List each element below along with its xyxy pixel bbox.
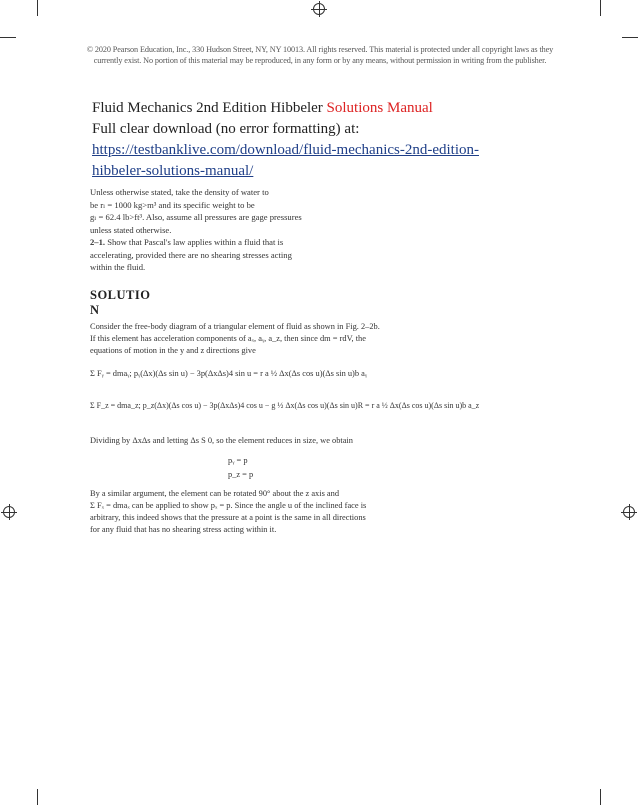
crop-mark-bottom-right xyxy=(600,789,601,805)
copyright-line-1: © 2020 Pearson Education, Inc., 330 Hudson Street, NY, NY 10013. All rights reserved. This material is protected under all copyright laws as they xyxy=(86,45,554,54)
problem-line: accelerating, provided there are no shearing stresses acting xyxy=(90,249,292,260)
problem-line: within the fluid. xyxy=(90,262,146,272)
download-link-part-1[interactable]: https://testbanklive.com/download/fluid-mechanics-2nd-edition- xyxy=(92,142,479,158)
crop-mark-top-left xyxy=(37,0,38,16)
copyright-line-2: currently exist. No portion of this material may be reproduced, in any form or by any means, without permission in writing from the publisher. xyxy=(93,56,547,65)
problem-number: 2–1. xyxy=(90,237,106,247)
solution-line: for any fluid that has no shearing stress acting within it. xyxy=(90,525,277,534)
registration-mark-left-icon xyxy=(3,506,15,518)
registration-mark-top-icon xyxy=(313,3,325,15)
solution-line: equations of motion in the y and z directions give xyxy=(90,346,256,355)
intro-paragraph xyxy=(90,186,306,236)
registration-mark-right-icon xyxy=(623,506,635,518)
intro-line: Unless otherwise stated, take the density of water to xyxy=(90,187,269,197)
download-link-part-2[interactable]: hibbeler-solutions-manual/ xyxy=(92,163,254,179)
solution-paragraph-2: Dividing by ΔxΔs and letting Δs S 0, so the element reduces in size, we obtain xyxy=(90,436,353,445)
crop-mark-left xyxy=(0,37,16,38)
copyright-notice xyxy=(60,44,580,66)
title-text: Fluid Mechanics 2nd Edition Hibbeler xyxy=(92,100,327,116)
solution-line: By a similar argument, the element can be rotated 90° about the z axis and xyxy=(90,489,340,498)
document-title xyxy=(92,98,552,119)
problem-line-1: 2–1. Show that Pascal's law applies within a fluid that is xyxy=(90,237,284,247)
intro-line: be rₗ = 1000 kg>m³ and its specific weight to be xyxy=(90,199,255,210)
crop-mark-bottom-left xyxy=(37,789,38,805)
download-note: Full clear download (no error formatting) at: xyxy=(92,121,360,137)
intro-line: unless stated otherwise. xyxy=(90,224,172,235)
solution-line: If this element has acceleration components of aₓ, aᵧ, a_z, then since dm = rdV, the xyxy=(90,334,366,343)
solution-line: Consider the free-body diagram of a triangular element of fluid as shown in Fig. 2–2b. xyxy=(90,322,380,331)
result-py: pᵧ = p xyxy=(228,456,248,465)
solution-paragraph-1 xyxy=(90,321,560,357)
problem-statement xyxy=(90,236,306,274)
solution-heading: SOLUTIO N xyxy=(90,288,151,317)
intro-line: gₗ = 62.4 lb>ft³. Also, assume all pressures are gage pressures xyxy=(90,212,302,222)
equation-z: Σ F_z = dma_z; p_z(Δx)(Δs cos u) − 3p(ΔxΔs)4 cos u − g ½ Δx(Δs cos u)(Δs sin u)R = r a ½ Δx(Δs cos u)(Δs sin u)b a_z xyxy=(90,401,480,410)
result-pz: p_z = p xyxy=(228,470,254,479)
crop-mark-right xyxy=(622,37,638,38)
solution-line: arbitrary, this indeed shows that the pressure at a point is the same in all directions xyxy=(90,513,366,522)
equation-y: Σ Fᵧ = dmaᵧ; pᵧ(Δx)(Δs sin u) − 3p(ΔxΔs)4 sin u = r a ½ Δx(Δs cos u)(Δs sin u)b aᵧ xyxy=(90,369,368,378)
solution-paragraph-3 xyxy=(90,488,560,536)
download-header xyxy=(92,98,552,182)
solution-line: Σ Fₓ = dmaₓ can be applied to show pₓ = p. Since the angle u of the inclined face is xyxy=(90,501,367,510)
crop-mark-top-right xyxy=(600,0,601,16)
title-highlight: Solutions Manual xyxy=(326,100,433,116)
